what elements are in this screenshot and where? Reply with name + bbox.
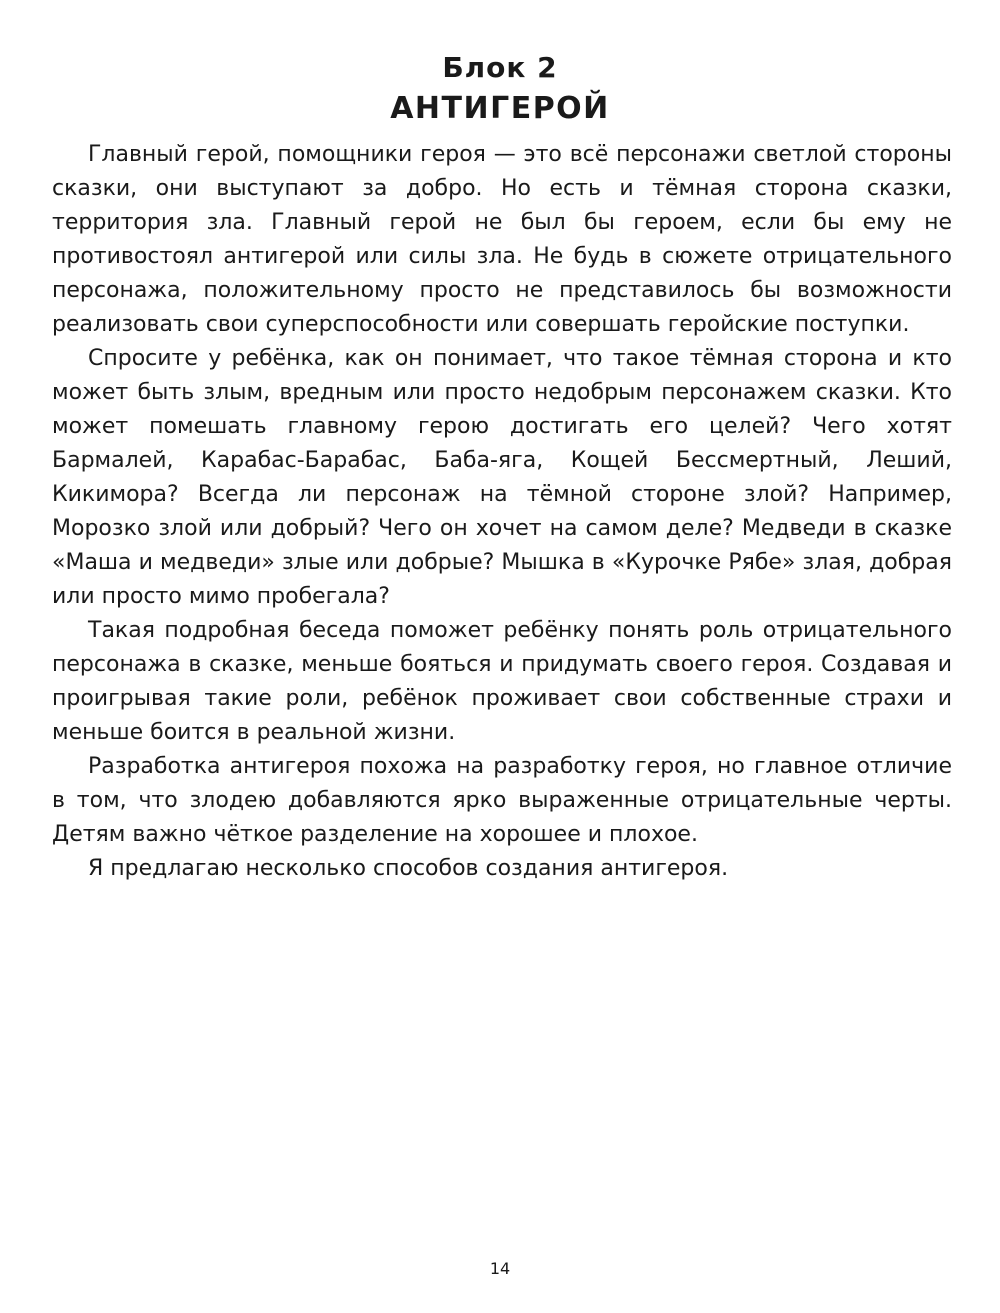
body-text	[52, 138, 952, 886]
paragraph: Главный герой, помощники героя — это всё персонажи светлой стороны сказки, они выступают за добро. Но есть и тёмная сторона сказки, территория зла. Главный герой не был бы героем, если бы ему не противостоял антигерой или силы зла. Не будь в сюжете отрицательного персонажа, положительному просто не представилось бы возможности реализовать свои суперспособности или совершать геройские поступки.	[52, 142, 952, 337]
paragraph: Спросите у ребёнка, как он понимает, что такое тёмная сторона и кто может быть злым, вредным или просто недобрым персонажем сказки. Кто может помешать главному герою достигать его целей? Чего хотят Бармалей, Карабас-Барабас, Баба-яга, Кощей Бессмертный, Леший, Кикимора? Всегда ли персонаж на тёмной стороне злой? Например, Морозко злой или добрый? Чего он хочет на самом деле? Медведи в сказке «Маша и медведи» злые или добрые? Мышка в «Курочке Рябе» злая, добрая или просто мимо пробегала?	[52, 346, 952, 609]
paragraph: Я предлагаю несколько способов создания антигероя.	[88, 856, 729, 881]
page-number: 14	[489, 1259, 511, 1278]
paragraph: Такая подробная беседа поможет ребёнку понять роль отрицательного персонажа в сказке, меньше бояться и придумать своего героя. Создавая и проигрывая такие роли, ребёнок проживает свои собственные страхи и меньше боится в реальной жизни.	[52, 618, 952, 745]
paragraph: Разработка антигероя похожа на разработку героя, но главное отличие в том, что злодею добавляются ярко выраженные отрицательные черты. Детям важно чёткое разделение на хорошее и плохое.	[52, 754, 952, 847]
page-title: АНТИГЕРОЙ	[390, 91, 610, 126]
block-label: Блок 2	[442, 51, 558, 84]
